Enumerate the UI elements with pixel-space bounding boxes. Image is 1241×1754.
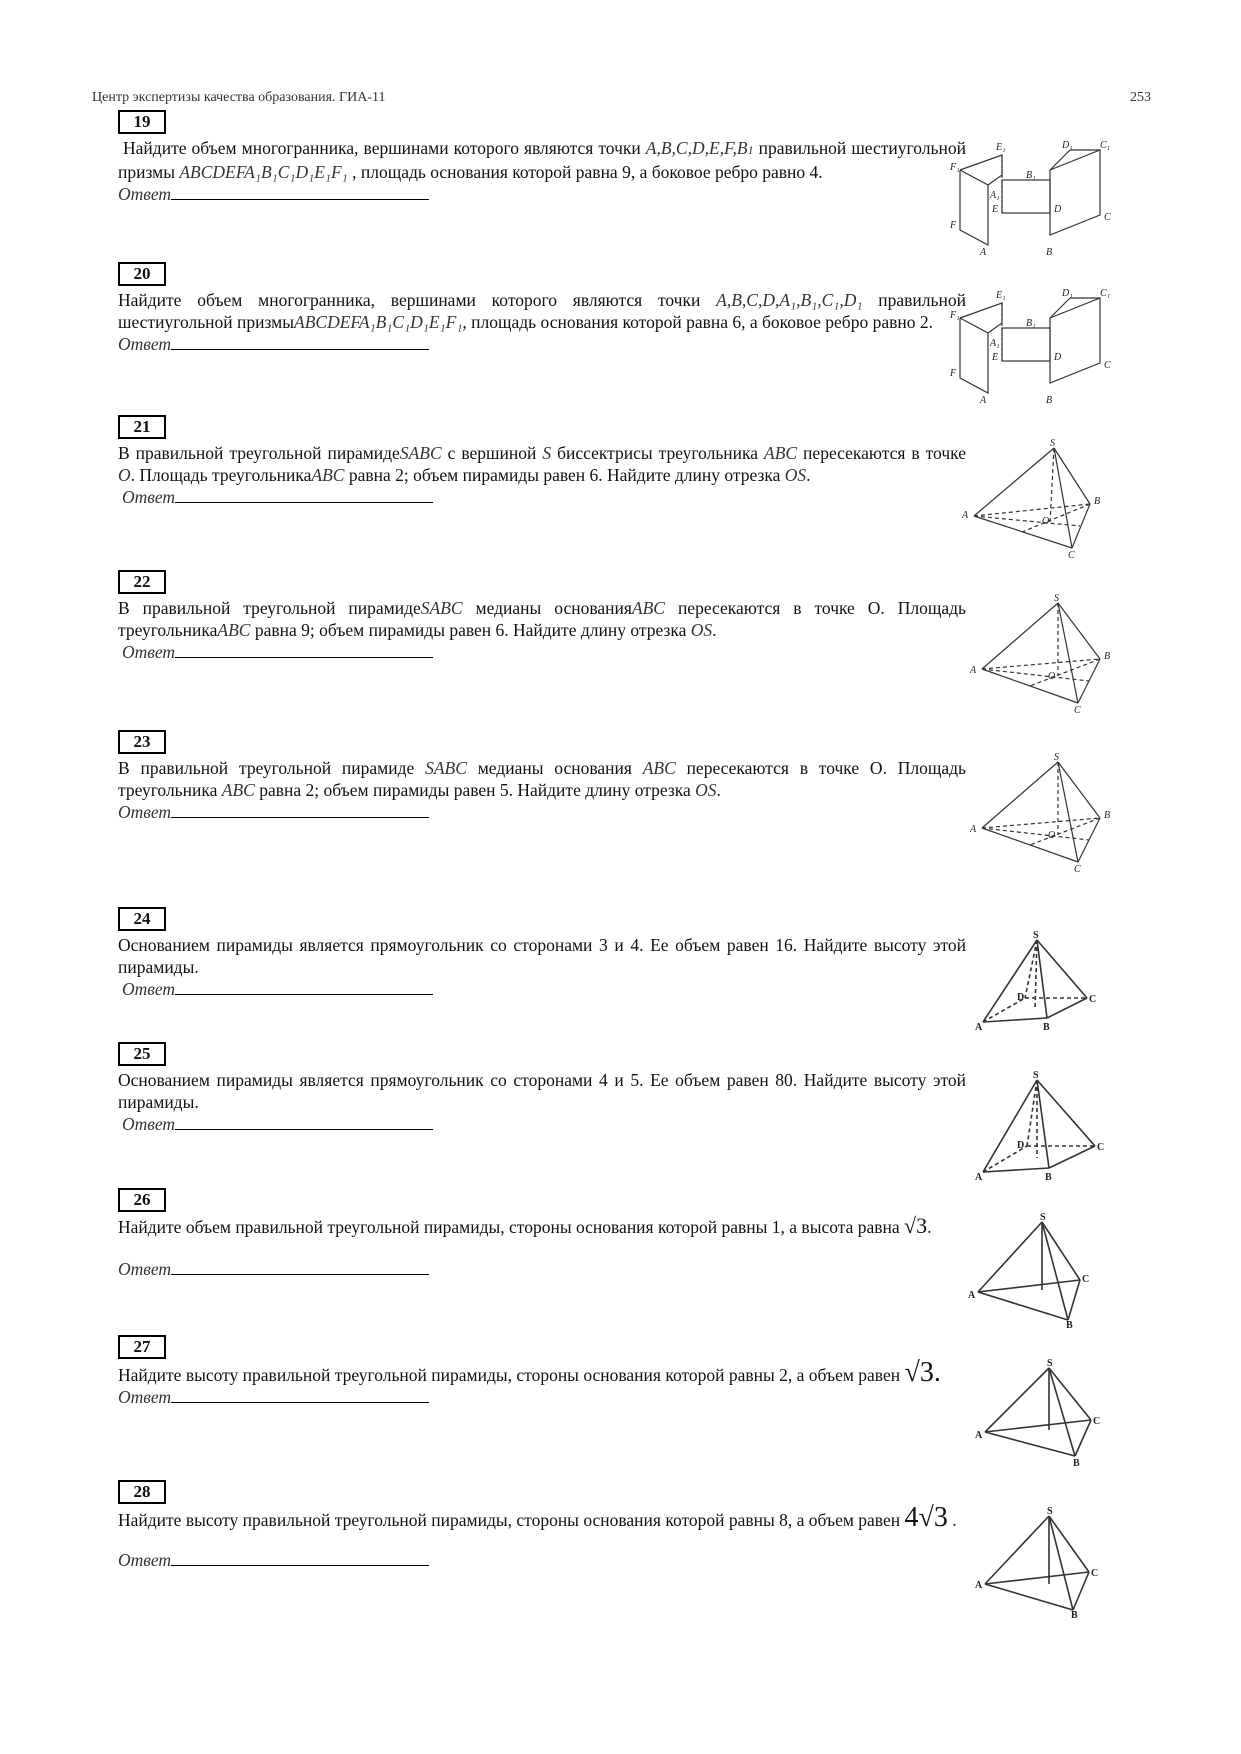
task-text: Найдите объем правильной треугольной пирамиды, стороны основания которой равны 1, а высота равна √3. <box>118 1213 932 1238</box>
label-C: C <box>1089 994 1097 1005</box>
task-number: 20 <box>118 262 166 286</box>
answer-label: Ответ <box>118 1550 172 1570</box>
answer-field[interactable] <box>171 1258 429 1275</box>
label-A: A <box>980 247 987 255</box>
pyramid-figure-21 <box>962 438 1112 558</box>
label-S: S <box>1054 752 1059 763</box>
pyramid-figure-27 <box>975 1358 1105 1466</box>
task-text: В правильной треугольной пирамиде SABC медианы основания ABC пересекаются в точке О. Площадь треугольника ABC равна 2; объем пирамиды равен 5. Найдите длину отрезка OS. <box>118 758 966 800</box>
label-C1: C₁ <box>1100 140 1111 151</box>
label-C: C <box>1091 1568 1099 1579</box>
label-C1: C₁ <box>1100 288 1111 299</box>
answer-row <box>118 1386 966 1408</box>
label-B: B <box>1073 1458 1080 1466</box>
pyramid-figure-26 <box>968 1210 1098 1328</box>
label-A: A <box>970 665 977 676</box>
task-number: 22 <box>118 570 166 594</box>
answer-label: Ответ <box>122 487 176 507</box>
task-27 <box>118 1335 966 1408</box>
answer-field[interactable] <box>175 978 433 995</box>
label-D1: D₁ <box>1062 140 1073 151</box>
label-S: S <box>1033 930 1039 941</box>
answer-row <box>118 801 966 823</box>
label-B: B <box>1094 496 1101 507</box>
answer-row <box>118 641 966 663</box>
task-text: Найдите объем многогранника, вершинами которого являются точки A,B,C,D,A₁,B₁,C₁,D₁ правильной шестиугольной призмыABCDEFA₁B₁C₁D₁E₁F₁, площадь основания которой равна 6, а боковое ребро равно 2. <box>118 290 966 332</box>
label-A: A <box>968 1290 976 1301</box>
answer-field[interactable] <box>171 801 429 818</box>
task-19 <box>118 110 966 205</box>
task-number: 21 <box>118 415 166 439</box>
label-A1: A₁ <box>990 338 1000 349</box>
label-A: A <box>975 1172 983 1182</box>
answer-label: Ответ <box>118 1259 172 1279</box>
label-A: A <box>962 510 969 521</box>
answer-field[interactable] <box>175 641 433 658</box>
task-24 <box>118 907 966 1000</box>
label-S: S <box>1040 1212 1046 1223</box>
answer-row <box>118 183 966 205</box>
label-D: D <box>1054 352 1062 363</box>
label-B: B <box>1066 1320 1073 1328</box>
task-text: Найдите высоту правильной треугольной пирамиды, стороны основания которой равны 2, а объем равен √3. <box>118 1357 941 1388</box>
pyramid-figure-22 <box>970 593 1120 713</box>
label-C: C <box>1104 212 1111 223</box>
answer-label: Ответ <box>118 1387 172 1407</box>
label-B: B <box>1104 810 1111 821</box>
label-B1: B₁ <box>1026 318 1036 329</box>
task-23 <box>118 730 966 823</box>
label-O: O <box>1042 516 1050 527</box>
task-21 <box>118 415 966 508</box>
label-C: C <box>1074 864 1081 872</box>
label-S: S <box>1054 593 1059 604</box>
label-B1: B₁ <box>1026 170 1036 181</box>
label-D: D <box>1017 1140 1025 1151</box>
task-26 <box>118 1188 966 1280</box>
label-F: F <box>950 368 957 379</box>
label-S: S <box>1047 1506 1053 1517</box>
label-A: A <box>975 1430 983 1441</box>
task-20 <box>118 262 966 355</box>
pyramid-figure-23 <box>970 752 1120 872</box>
pyramid-figure-28 <box>975 1506 1105 1618</box>
label-F: F <box>950 220 957 231</box>
rect-pyramid-figure-24 <box>975 930 1105 1032</box>
label-B: B <box>1104 651 1111 662</box>
answer-row <box>118 1113 966 1135</box>
task-text: Основанием пирамиды является прямоугольник со сторонами 4 и 5. Ее объем равен 80. Найдите высоту этой пирамиды. <box>118 1070 966 1112</box>
header-title: Центр экспертизы качества образования. ГИА-11 <box>92 90 386 105</box>
answer-label: Ответ <box>118 802 172 822</box>
prism-figure-19 <box>950 140 1115 255</box>
label-O: O <box>1048 830 1056 841</box>
label-C: C <box>1074 705 1081 713</box>
task-number: 26 <box>118 1188 166 1212</box>
label-A: A <box>975 1022 983 1032</box>
answer-row <box>118 1258 966 1280</box>
label-S: S <box>1050 438 1055 449</box>
prism-figure-20 <box>950 288 1115 403</box>
answer-field[interactable] <box>171 183 429 200</box>
task-25 <box>118 1042 966 1135</box>
answer-field[interactable] <box>171 1386 429 1403</box>
answer-field[interactable] <box>171 1549 429 1566</box>
label-B: B <box>1043 1022 1050 1032</box>
label-D: D <box>1017 992 1025 1003</box>
label-C: C <box>1093 1416 1101 1427</box>
label-S: S <box>1033 1070 1039 1081</box>
label-B: B <box>1045 1172 1052 1182</box>
task-text: Найдите высоту правильной треугольной пирамиды, стороны основания которой равны 8, а объем равен 4√3 . <box>118 1502 957 1533</box>
task-28 <box>118 1480 966 1571</box>
task-text: Найдите объем многогранника, вершинами которого являются точки A,B,C,D,E,F,B1 правильной шестиугольной призмы ABCDEFA₁B₁C₁D₁E₁F₁ , площадь основания которой равна 9, а боковое ребро равно 4. <box>118 138 966 182</box>
rect-pyramid-figure-25 <box>975 1070 1115 1182</box>
label-F1: F₁ <box>950 162 960 173</box>
label-C: C <box>1068 550 1075 558</box>
task-number: 23 <box>118 730 166 754</box>
label-A: A <box>970 824 977 835</box>
label-E: E <box>992 352 999 363</box>
task-text: Основанием пирамиды является прямоугольник со сторонами 3 и 4. Ее объем равен 16. Найдите высоту этой пирамиды. <box>118 935 966 977</box>
task-number: 19 <box>118 110 166 134</box>
answer-label: Ответ <box>118 184 172 204</box>
label-B: B <box>1046 395 1053 403</box>
answer-field[interactable] <box>175 1113 433 1130</box>
task-text: В правильной треугольной пирамидеSABC с вершиной S биссектрисы треугольника ABC пересекаются в точке O. Площадь треугольникаABC равна 2; объем пирамиды равен 6. Найдите длину отрезка OS. <box>118 443 966 485</box>
label-E1: E₁ <box>996 142 1006 153</box>
label-B: B <box>1071 1610 1078 1618</box>
label-C: C <box>1082 1274 1090 1285</box>
task-number: 24 <box>118 907 166 931</box>
label-O: O <box>1048 671 1056 682</box>
label-D: D <box>1054 204 1062 215</box>
answer-row <box>118 1549 966 1571</box>
label-S: S <box>1047 1358 1053 1369</box>
answer-label: Ответ <box>118 334 172 354</box>
label-E: E <box>992 204 999 215</box>
answer-row <box>118 333 966 355</box>
task-number: 28 <box>118 1480 166 1504</box>
label-D1: D₁ <box>1062 288 1073 299</box>
task-number: 25 <box>118 1042 166 1066</box>
label-F1: F₁ <box>950 310 960 321</box>
label-E1: E₁ <box>996 290 1006 301</box>
task-text: В правильной треугольной пирамидеSABC медианы основанияABC пересекаются в точке О. Площадь треугольникаABC равна 9; объем пирамиды равен 6. Найдите длину отрезка OS. <box>118 598 967 640</box>
task-22 <box>118 570 966 663</box>
page-number: 253 <box>1130 90 1151 105</box>
label-A1: A₁ <box>990 190 1000 201</box>
label-A: A <box>980 395 987 403</box>
label-C: C <box>1104 360 1111 371</box>
task-number: 27 <box>118 1335 166 1359</box>
answer-row <box>118 978 966 1000</box>
answer-label: Ответ <box>122 979 176 999</box>
answer-label: Ответ <box>122 1114 176 1134</box>
label-C: C <box>1097 1142 1105 1153</box>
answer-field[interactable] <box>171 333 429 350</box>
answer-field[interactable] <box>175 486 433 503</box>
label-B: B <box>1046 247 1053 255</box>
answer-label: Ответ <box>122 642 176 662</box>
answer-row <box>118 486 966 508</box>
label-A: A <box>975 1580 983 1591</box>
